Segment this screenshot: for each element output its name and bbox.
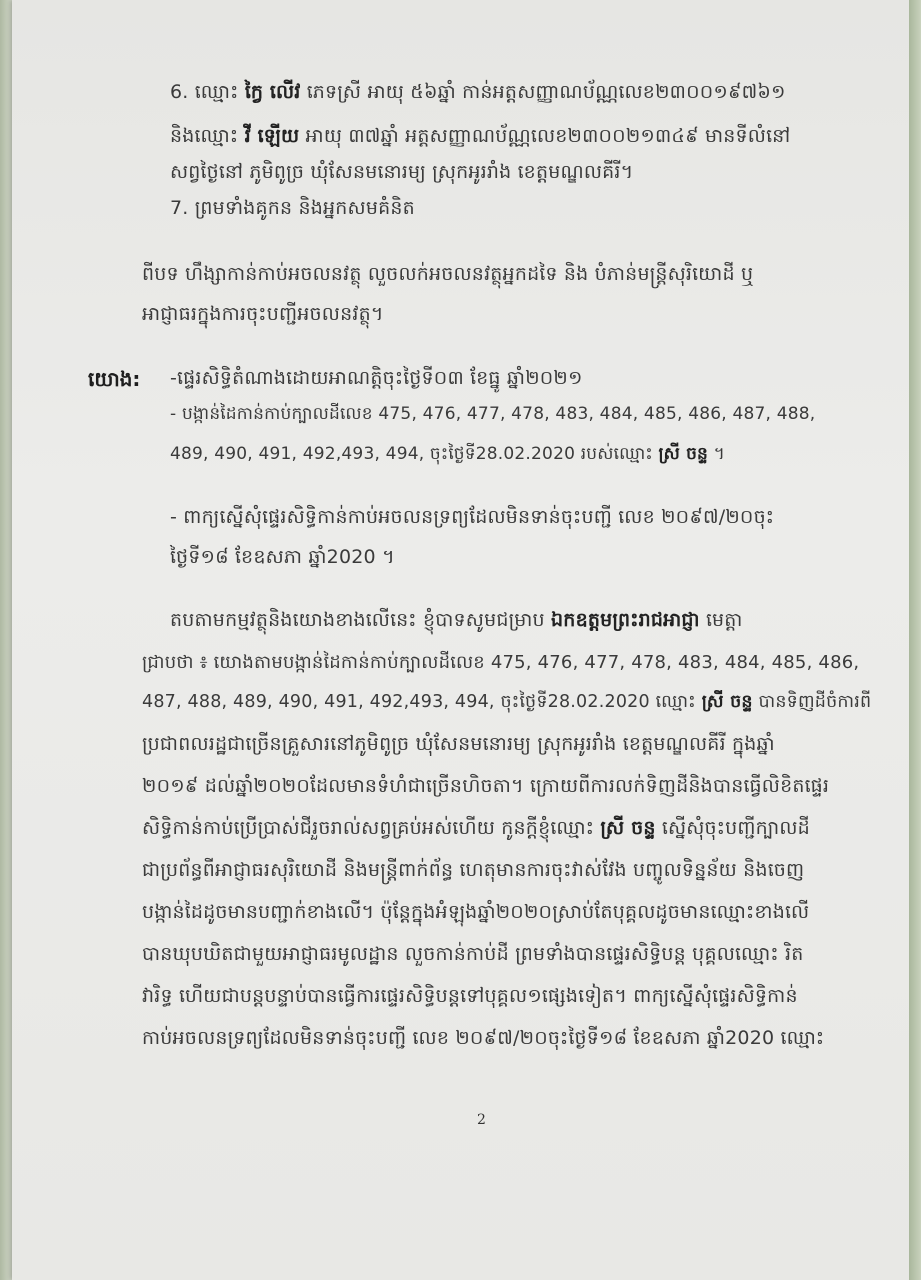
reference-label: យោង: xyxy=(88,367,141,391)
item-7-line: 7. ព្រមទាំងគូកន និងអ្នកសមគំនិត xyxy=(170,197,415,219)
background-right-edge xyxy=(909,0,921,1280)
body-line-1: តបតាមកម្មវត្ថុនិងយោងខាងលើនេះ ខ្ញុំបាទសូមជម្រាប ឯកឧត្តមព្រះរាជអាជ្ញា មេត្តា xyxy=(170,609,743,631)
background-left-edge xyxy=(0,0,12,1280)
page-number: 2 xyxy=(477,1112,486,1128)
body-line-11: កាប់អចលនទ្រព្យដែលមិនទាន់ចុះបញ្ជី លេខ ២០៩៧/២០ចុះថ្ងៃទី១៨ ខែឧសភា ឆ្នាំ2020 ឈ្មោះ xyxy=(142,1027,825,1049)
body-line-3: 487, 488, 489, 490, 491, 492,493, 494, ចុះថ្ងៃទី28.02.2020 ឈ្មោះ ស្រី ចន្ទ បានទិញដីចំការពី xyxy=(142,692,872,712)
body-line-9: បានឃុបឃិតជាមួយអាជ្ញាធរមូលដ្ឋាន លួចកាន់កាប់ដី ព្រមទាំងបានផ្ទេរសិទ្ធិបន្ត បុគ្គលឈ្មោះ រិត xyxy=(142,943,804,965)
subject-line-1: ពីបទ ហឹង្សាកាន់កាប់អចលនវត្ថុ លួចលក់អចលនវត្ថុអ្នកដទៃ និង បំភាន់មន្ត្រីសុរិយោដី ឬ xyxy=(142,263,754,285)
reference-3-line-2: ថ្ងៃទី១៨ ខែឧសភា ឆ្នាំ2020 ។ xyxy=(170,546,395,568)
reference-3-line-1: - ពាក្យស្នើសុំផ្ទេរសិទ្ធិកាន់កាប់អចលនទ្រព្យដែលមិនទាន់ចុះបញ្ជី លេខ ២០៩៧/២០ចុះ xyxy=(170,506,775,528)
item-6-line-2: និងឈ្មោះ វី ឡើយ អាយុ ៣៧ឆ្នាំ អត្តសញ្ញាណប័ណ្ណលេខ២៣០០២១៣៤៩ មានទីលំនៅ xyxy=(170,125,791,147)
body-line-6: សិទ្ធិកាន់កាប់ប្រើប្រាស់ជីរួចរាល់សព្វគ្រប់អស់ហើយ កូនក្តីខ្ញុំឈ្មោះ ស្រី ចន្ទ ស្នើសុំចុះបញ្ជីក្បាលដី xyxy=(142,817,810,839)
body-line-2: ជ្រាបថា ៖ យោងតាមបង្កាន់ដៃកាន់កាប់ក្បាលដីលេខ 475, 476, 477, 478, 483, 484, 485, 486, xyxy=(142,652,860,673)
body-line-8: បង្កាន់ដៃដូចមានបញ្ជាក់ខាងលើ។ ប៉ុន្តែក្នុងអំឡុងឆ្នាំ២០២០ស្រាប់តែបុគ្គលដូចមានឈ្មោះខាងលើ xyxy=(142,901,810,923)
document-page xyxy=(12,0,910,1280)
subject-line-2: អាជ្ញាធរក្នុងការចុះបញ្ជីអចលនវត្ថុ។ xyxy=(142,303,384,325)
body-line-10: វារិទ្ធ ហើយជាបន្តបន្ទាប់បានធ្វើការផ្ទេរសិទ្ធិបន្តទៅបុគ្គល១ផ្សេងទៀត។ ពាក្យស្នើសុំផ្ទេរសិទ្ធិកាន់ xyxy=(142,985,798,1007)
item-6-line-1: 6. ឈ្មោះ កៃ្វ លើវ ភេទស្រី អាយុ ៥៦ឆ្នាំ កាន់អត្តសញ្ញាណប័ណ្ណលេខ២៣០០១៩៧៦១ xyxy=(170,81,786,103)
reference-1: -ផ្ទេរសិទ្ធិតំណាងដោយអាណត្តិចុះថ្ងៃទី០៣ ខែធ្នូ ឆ្នាំ២០២១ xyxy=(170,367,583,389)
body-line-7: ជាប្រព័ន្ធពីអាជ្ញាធរសុរិយោដី និងមន្ត្រីពាក់ព័ន្ធ ហេតុមានការចុះវាស់វែង បញ្ចូលទិន្នន័យ និងចេញ xyxy=(142,859,805,881)
reference-2-line-1: - បង្កាន់ដៃកាន់កាប់ក្បាលដីលេខ 475, 476, 477, 478, 483, 484, 485, 486, 487, 488, xyxy=(170,404,816,424)
reference-2-line-2: 489, 490, 491, 492,493, 494, ចុះថ្ងៃទី28.02.2020 របស់ឈ្មោះ ស្រី ចន្ទ ។ xyxy=(170,444,726,464)
body-line-4: ប្រជាពលរដ្ឋជាច្រើនគ្រួសារនៅភូមិពូច្រ ឃុំសែនមនោរម្យ ស្រុកអូររាំង ខេត្តមណ្ឌលគីរី ក្នុងឆ្នាំ xyxy=(142,733,775,755)
body-line-5: ២០១៩ ដល់ឆ្នាំ២០២០ដែលមានទំហំជាច្រើនហិចតា។ ក្រោយពីការលក់ទិញដីនិងបានធ្វើលិខិតផ្ទេរ xyxy=(142,775,830,797)
item-6-line-3: សព្វថ្ងៃនៅ ភូមិពូច្រ ឃុំសែនមនោរម្យ ស្រុកអូររាំង ខេត្តមណ្ឌលគីរី។ xyxy=(170,161,634,183)
